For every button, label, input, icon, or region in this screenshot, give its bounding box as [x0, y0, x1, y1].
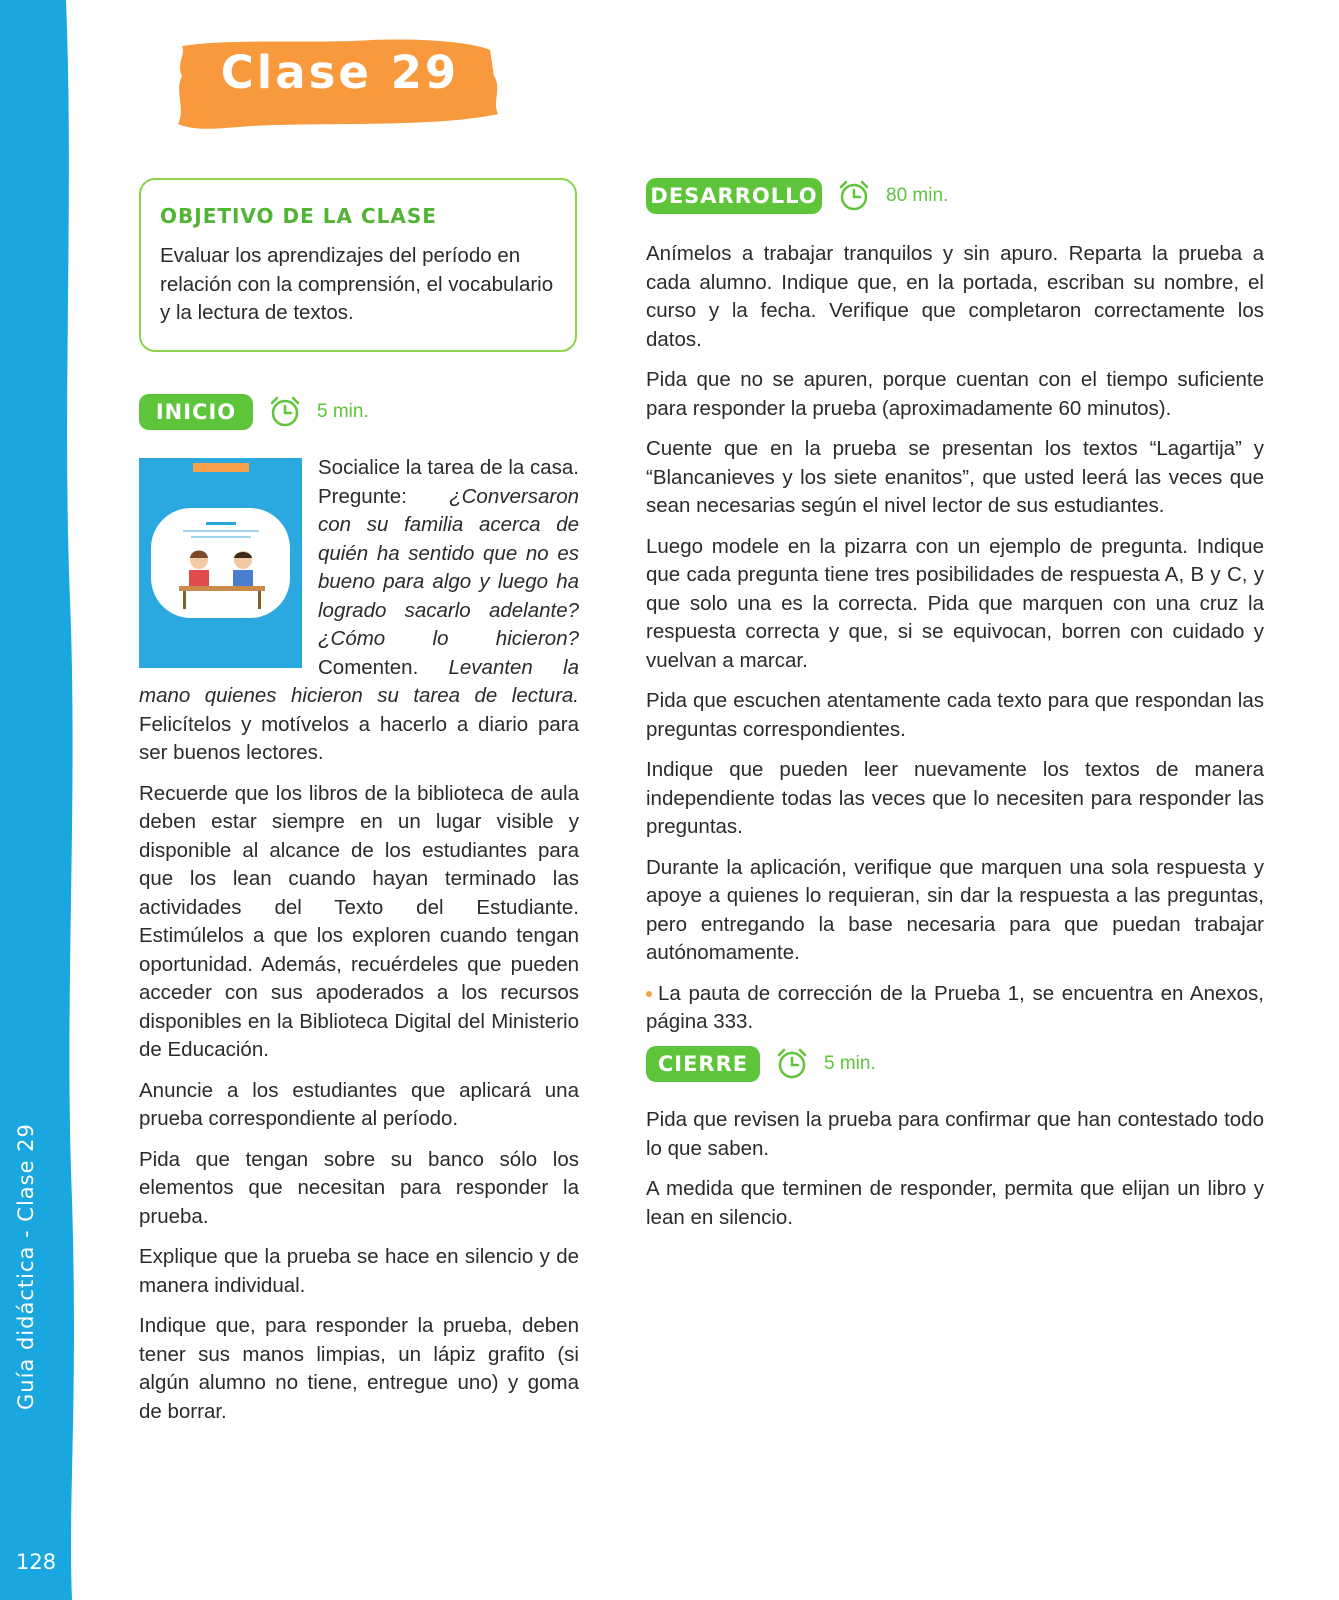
inicio-paragraph: Anuncie a los estudiantes que aplicará una prueba correspondiente al período. [139, 1078, 579, 1130]
bullet-dot-icon [646, 991, 652, 997]
cierre-duration: 5 min. [824, 1053, 876, 1074]
inicio-intro-2: Comenten. [318, 655, 449, 679]
objective-text: Evaluar los aprendizajes del período en relación con la comprensión, el vocabulario y la lectura de textos. [160, 244, 554, 324]
alarm-clock-icon [836, 178, 872, 214]
inicio-paragraph: Pida que tengan sobre su banco sólo los elementos que necesitan para responder la prueba. [139, 1147, 579, 1228]
inicio-paragraph: Indique que, para responder la prueba, deben tener sus manos limpias, un lápiz grafito (si algún alumno no tiene, entregue uno) y goma de borrar. [139, 1314, 579, 1423]
cierre-paragraph: A medida que terminen de responder, permita que elijan un libro y lean en silencio. [646, 1177, 1264, 1229]
desarrollo-paragraph: Pida que no se apuren, porque cuentan con el tiempo suficiente para responder la prueba (aproximadamente 60 minutos). [646, 368, 1264, 420]
desarrollo-content [646, 240, 1264, 1049]
cover-tab [193, 463, 249, 472]
desarrollo-paragraph: Anímelos a trabajar tranquilos y sin apuro. Reparta la prueba a cada alumno. Indique que, en la portada, escriban su nombre, el curso y la fecha. Verifique que completaron correctamente los datos. [646, 242, 1264, 351]
desarrollo-duration: 80 min. [886, 185, 949, 206]
inicio-intro: Socialice la tarea de la casa. Pregunte: [318, 456, 579, 508]
sidebar-band [0, 0, 78, 1600]
cierre-content [646, 1106, 1264, 1244]
inicio-duration: 5 min. [317, 401, 369, 422]
inicio-content [139, 454, 579, 1438]
alarm-clock-icon [267, 394, 303, 430]
inicio-question: ¿Conversaron con su familia acerca de quién ha sentido que no es bueno para algo y luego ha logrado sacarlo adelante? ¿Cómo lo hicieron? [318, 484, 579, 650]
inicio-header [139, 394, 369, 430]
desarrollo-paragraph: Cuente que en la prueba se presentan los textos “Lagartija” y “Blancanieves y los siete enanitos”, que usted leerá las veces que sean necesarias según el nivel lector de sus estudiantes. [646, 437, 1264, 517]
page-number: 128 [16, 1550, 57, 1574]
cierre-paragraph: Pida que revisen la prueba para confirmar que han contestado todo lo que saben. [646, 1108, 1264, 1160]
cover-illustration [151, 508, 290, 618]
test-cover-thumbnail [139, 458, 302, 668]
inicio-paragraph: Explique que la prueba se hace en silencio y de manera individual. [139, 1245, 579, 1297]
objective-box [139, 178, 577, 352]
page-title: Clase 29 [220, 46, 460, 99]
desarrollo-paragraph: Durante la aplicación, verifique que marquen una sola respuesta y apoye a quienes lo requieran, sin dar la respuesta a las preguntas, pero entregando la base necesaria para que puedan trabajar autónomamente. [646, 855, 1264, 964]
desarrollo-paragraph: Luego modele en la pizarra con un ejemplo de pregunta. Indique que cada pregunta tiene tres posibilidades de respuesta A, B y C, y que solo una es la correcta. Pida que marquen con una cruz la respuesta correcta y que, si se equivocan, borren con cuidado y vuelvan a marcar. [646, 534, 1264, 672]
desarrollo-paragraph: Pida que escuchen atentamente cada texto para que respondan las preguntas correspondientes. [646, 689, 1264, 741]
inicio-paragraph: Recuerde que los libros de la biblioteca de aula deben estar siempre en un lugar visible y disponible al alcance de los estudiantes para que los lean cuando hayan terminado las actividades del Texto del Estudiante. Estimúlelos a que los exploren cuando tengan oportunidad. Además, recuérdeles que pueden acceder con sus apoderados a los recursos disponibles en la Biblioteca Digital del Ministerio de Educación. [139, 781, 579, 1061]
cierre-header [646, 1046, 876, 1082]
desarrollo-label: DESARROLLO [646, 178, 822, 214]
desarrollo-paragraph: Indique que pueden leer nuevamente los textos de manera independiente todas las veces que lo necesiten para responder las preguntas. [646, 758, 1264, 838]
desarrollo-bullet [646, 980, 1264, 1037]
objective-heading: OBJETIVO DE LA CLASE [160, 204, 437, 228]
side-label: Guía didáctica - Clase 29 [14, 1123, 38, 1410]
inicio-label: INICIO [139, 394, 253, 430]
inicio-intro-3: Felicítelos y motívelos a hacerlo a diario para ser buenos lectores. [139, 712, 579, 764]
alarm-clock-icon [774, 1046, 810, 1082]
inicio-instruction: Levanten la mano quienes hicieron su tarea de lectura. [139, 655, 579, 707]
class-title-banner [172, 36, 508, 132]
desarrollo-header [646, 178, 948, 214]
desarrollo-bullet-text: La pauta de corrección de la Prueba 1, se encuentra en Anexos, página 333. [646, 981, 1264, 1033]
cierre-label: CIERRE [646, 1046, 760, 1082]
